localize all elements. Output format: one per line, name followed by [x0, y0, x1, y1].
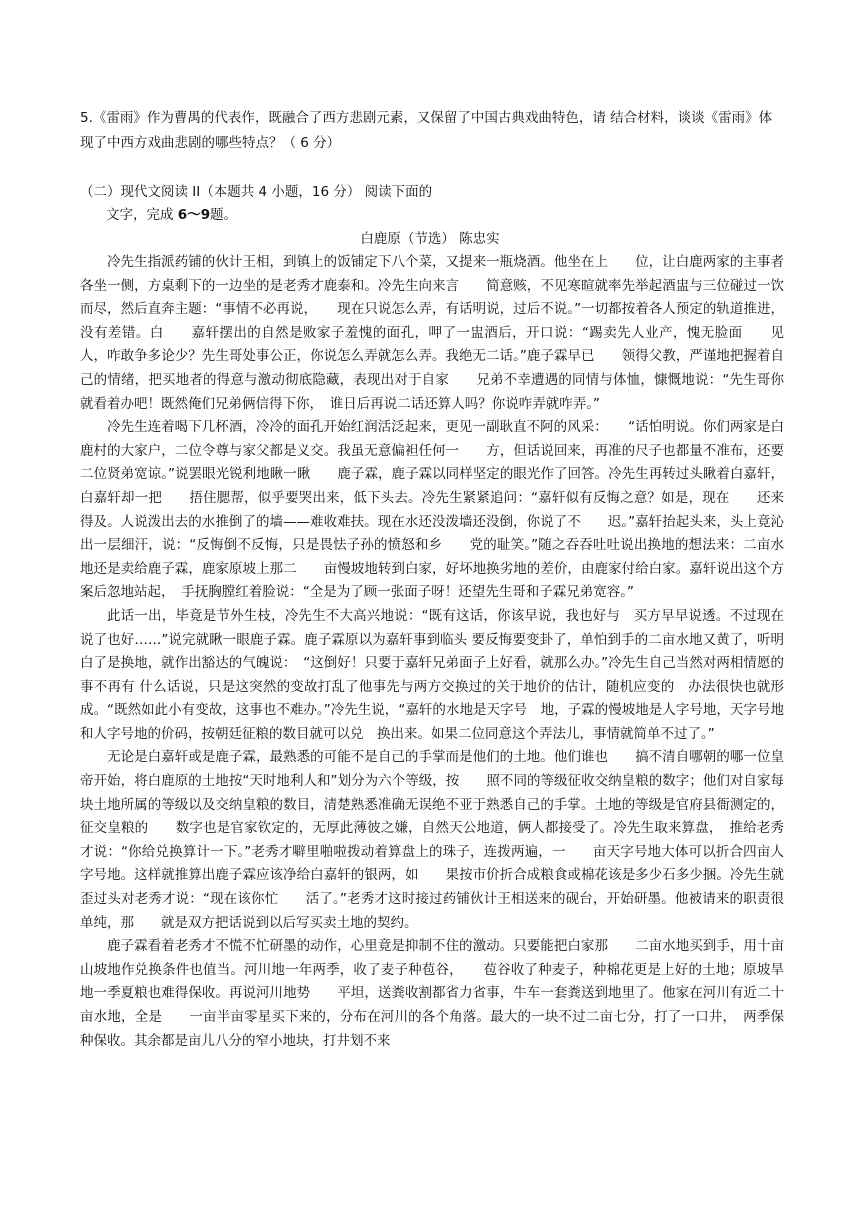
passage-paragraph-3: 此话一出，毕竟是节外生枝，冷先生不大高兴地说：“既有这话，你该早说，我也好与 买方早早说透。不过现在说了也好……”说完就瞅一眼鹿子霖。鹿子霖原以为嘉轩事到临头 要反悔要变卦了，单怕到手的二亩水地又黄了，听明白了是换地，就作出豁达的气魄说： “这倒好！只要于嘉轩兄弟面子上好看，就那么办。”冷先生自己当然对两相情愿的事不再有 什么话说，只是这突然的变故打乱了他事先与两方交换过的关于地价的估计，随机应变的 办法很快也就形成。“既然如此小有变故，这事也不难办。”冷先生说，“嘉轩的水地是天字号 地，子霖的慢坡地是人字号地，天字号地和人字号地的价码，按朝廷征粮的数目就可以兑 换出来。如果二位同意这个弄法儿，事情就简单不过了。”	[80, 607, 784, 742]
passage-paragraph-1: 冷先生指派药铺的伙计王相，到镇上的饭铺定下八个菜，又提来一瓶烧酒。他坐在上 位，让白鹿两家的主事者各坐一侧，方桌剩下的一边坐的是老秀才鹿泰和。冷先生向来言 简意赅，不见寒暄就率先举起酒盅与三位碰过一饮而尽，然后直奔主题：“事情不必再说， 现在只说怎么弄，有话明说，过后不说。”一切都按着各人预定的轨道推进，没有差错。白 嘉轩摆出的自然是败家子羞愧的面孔，呷了一盅酒后，开口说：“踢卖先人业产，愧无脸面 见人，咋敢争多论少？先生哥处事公正，你说怎么弄就怎么弄。我绝无二话。”鹿子霖早已 领得父教，严谨地把握着自己的情绪，把买地者的得意与激动彻底隐藏，表现出对于自家 兄弟不幸遭遇的同情与体恤，慷慨地说：“先生哥你就看着办吧！既然俺们兄弟俩信得下你， 谁日后再说二话还算人吗？你说咋弄就咋弄。”	[80, 254, 784, 412]
section-heading-line1: （二）现代文阅读 II（本题共 4 小题，16 分） 阅读下面的	[80, 184, 433, 200]
passage-paragraph-4: 无论是白嘉轩或是鹿子霖，最熟悉的可能不是自己的手掌而是他们的土地。他们谁也 搞不清自哪朝的哪一位皇帝开始，将白鹿原的土地按“天时地利人和”划分为六个等级，按 照不同的等级征收交纳皇粮的数字；他们对自家每块土地所属的等级以及交纳皇粮的数目，清楚熟悉准确无误绝不亚于熟悉自己的手掌。土地的等级是官府县衙测定的，征交皇粮的 数字也是官家钦定的，无厚此薄彼之嫌，自然天公地道，俩人都接受了。冷先生取来算盘， 推给老秀才说：“你给兑换算计一下。”老秀才噼里啪啦拨动着算盘上的珠子，连拨两遍，一 亩天字号地大体可以折合四亩人字号地。这样就推算出鹿子霖应该净给白嘉轩的银两，如 果按市价折合成粮食或棉花该是多少石多少捆。冷先生就歪过头对老秀才说：“现在该你忙 活了。”老秀才这时接过药铺伙计王相送来的砚台，开始研墨。他被请来的职责很单纯，那 就是双方把话说到以后写买卖土地的契约。	[80, 749, 784, 931]
question-range: 6～9	[177, 207, 211, 223]
section-instruction-prefix: 文字，完成	[106, 207, 178, 223]
section-heading	[80, 181, 780, 227]
section-instruction-suffix: 题。	[210, 207, 238, 223]
question-5: 5.《雷雨》作为曹禺的代表作，既融合了西方悲剧元素，又保留了中国古典戏曲特色，请 结合材料，谈谈《雷雨》体现了中西方戏曲悲剧的哪些特点？（ 6 分）	[80, 110, 773, 151]
passage-body	[80, 251, 784, 1053]
section-heading-line2	[80, 204, 780, 227]
passage-title: 白鹿原（节选） 陈忠实	[360, 231, 500, 247]
passage-paragraph-5: 鹿子霖看着老秀才不慌不忙研墨的动作，心里竟是抑制不住的激动。只要能把白家那 二亩水地买到手，用十亩山坡地作兑换条件也值当。河川地一年两季，收了麦子种苞谷， 苞谷收了种麦子，种棉花更是上好的土地；原坡旱地一季夏粮也难得保收。再说河川地势 平坦，送粪收割都省力省事，牛车一套粪送到地里了。他家在河川有近二十亩水地，全是 一亩半亩零星买下来的，分布在河川的各个角落。最大的一块不过二亩七分，打了一口井， 两季保种保收。其余都是亩儿八分的窄小地块，打井划不来	[80, 938, 784, 1049]
passage-paragraph-2: 冷先生连着喝下几杯酒，冷冷的面孔开始红润活泛起来，更见一副耿直不阿的风采： “话怕明说。你们两家是白鹿村的大家户，二位令尊与家父都是义交。我虽无意偏袒任何一 方，但话说回来，再准的尺子也都量不准布，还要二位贤弟宽谅。”说罢眼光锐利地瞅一瞅 鹿子霖，鹿子霖以同样坚定的眼光作了回答。冷先生再转过头瞅着白嘉轩，白嘉轩却一把 捂住腮帮，似乎要哭出来，低下头去。冷先生紧紧追问：“嘉轩似有反悔之意？如是，现在 还来得及。人说泼出去的水推倒了的墙——难收难扶。现在水还没泼墙还没倒，你说了不 迟。”嘉轩抬起头来，头上竟沁出一层细汗，说：“反悔倒不反悔，只是畏怯子孙的愤怒和乡 党的耻笑。”随之吞吞吐吐说出换地的想法来：二亩水地还是卖给鹿子霖，鹿家原坡上那二 亩慢坡地转到白家，好坏地换劣地的差价，由鹿家付给白家。嘉轩说出这个方案后忽地站起， 手抚胸膛红着脸说：“全是为了顾一张面子呀！还望先生哥和子霖兄弟宽容。”	[80, 419, 784, 601]
